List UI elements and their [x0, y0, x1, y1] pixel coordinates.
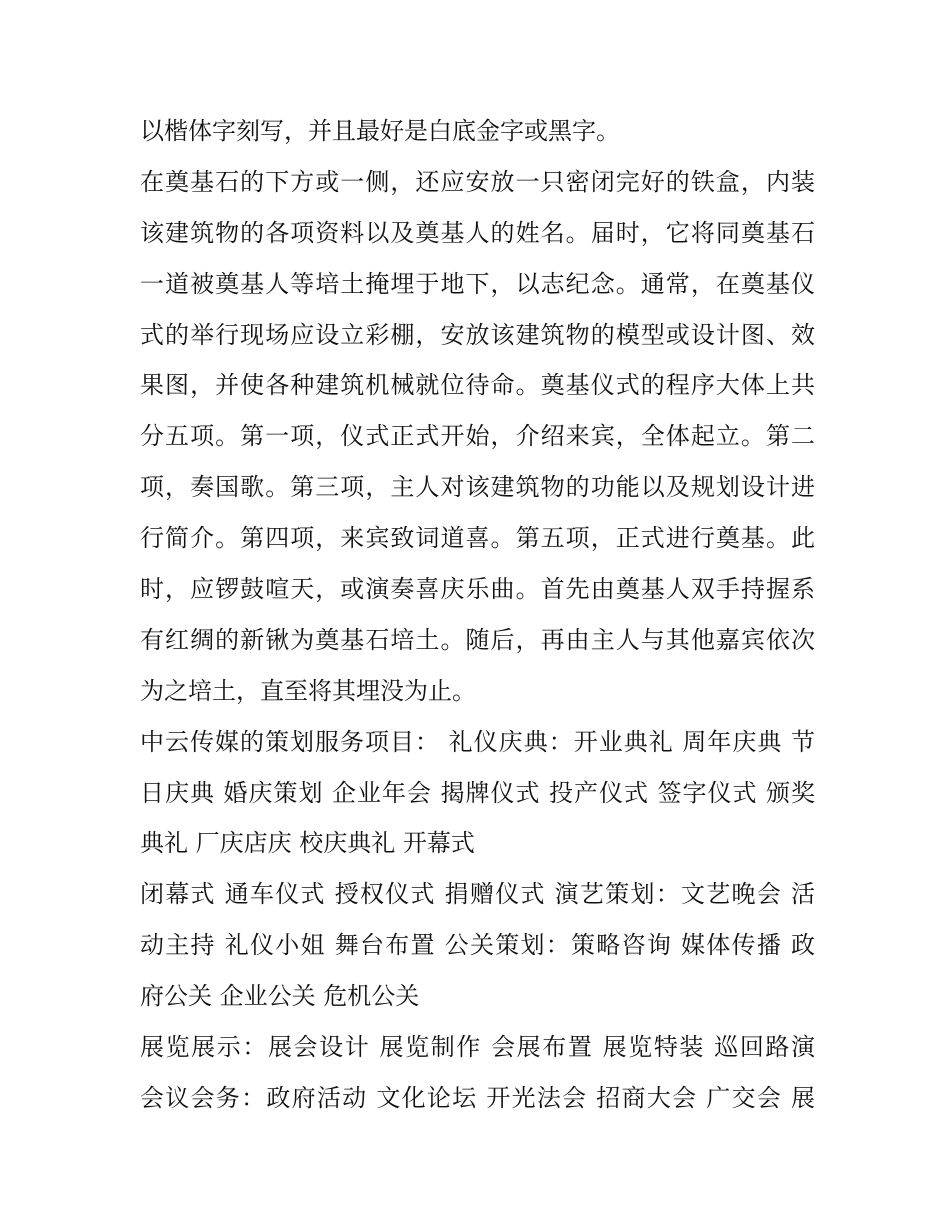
text-line: 日庆典 婚庆策划 企业年会 揭牌仪式 投产仪式 签字仪式 颁奖: [140, 778, 815, 807]
text-line: 中云传媒的策划服务项目： 礼仪庆典：开业典礼 周年庆典 节: [140, 727, 815, 756]
text-line: 闭幕式 通车仪式 授权仪式 捐赠仪式 演艺策划：文艺晚会 活: [140, 880, 815, 909]
text-line: 分五项。第一项，仪式正式开始，介绍来宾，全体起立。第二: [140, 422, 815, 451]
text-line: 展览展示：展会设计 展览制作 会展布置 展览特装 巡回路演: [140, 1033, 815, 1062]
text-line: 时，应锣鼓喧天，或演奏喜庆乐曲。首先由奠基人双手持握系: [140, 575, 815, 604]
text-line: 府公关 企业公关 危机公关: [140, 982, 420, 1011]
body-text: [140, 106, 815, 1124]
text-line: 果图，并使各种建筑机械就位待命。奠基仪式的程序大体上共: [140, 371, 815, 400]
text-line: 有红绸的新锹为奠基石培土。随后，再由主人与其他嘉宾依次: [140, 625, 815, 654]
text-line: 行简介。第四项，来宾致词道喜。第五项，正式进行奠基。此: [140, 524, 815, 553]
text-line: 以楷体字刻写，并且最好是白底金字或黑字。: [140, 117, 620, 145]
text-line: 动主持 礼仪小姐 舞台布置 公关策划：策略咨询 媒体传播 政: [140, 931, 815, 960]
text-line: 典礼 厂庆店庆 校庆典礼 开幕式: [140, 829, 475, 858]
text-line: 一道被奠基人等培土掩埋于地下，以志纪念。通常，在奠基仪: [140, 269, 815, 298]
text-line: 为之培土，直至将其埋没为止。: [140, 676, 476, 705]
text-line: 在奠基石的下方或一侧，还应安放一只密闭完好的铁盒，内装: [140, 167, 815, 196]
text-line: 会议会务：政府活动 文化论坛 开光法会 招商大会 广交会 展: [140, 1083, 815, 1112]
text-line: 式的举行现场应设立彩棚，安放该建筑物的模型或设计图、效: [140, 320, 815, 349]
text-line: 项，奏国歌。第三项，主人对该建筑物的功能以及规划设计进: [140, 473, 815, 502]
text-line: 该建筑物的各项资料以及奠基人的姓名。届时，它将同奠基石: [140, 218, 815, 247]
